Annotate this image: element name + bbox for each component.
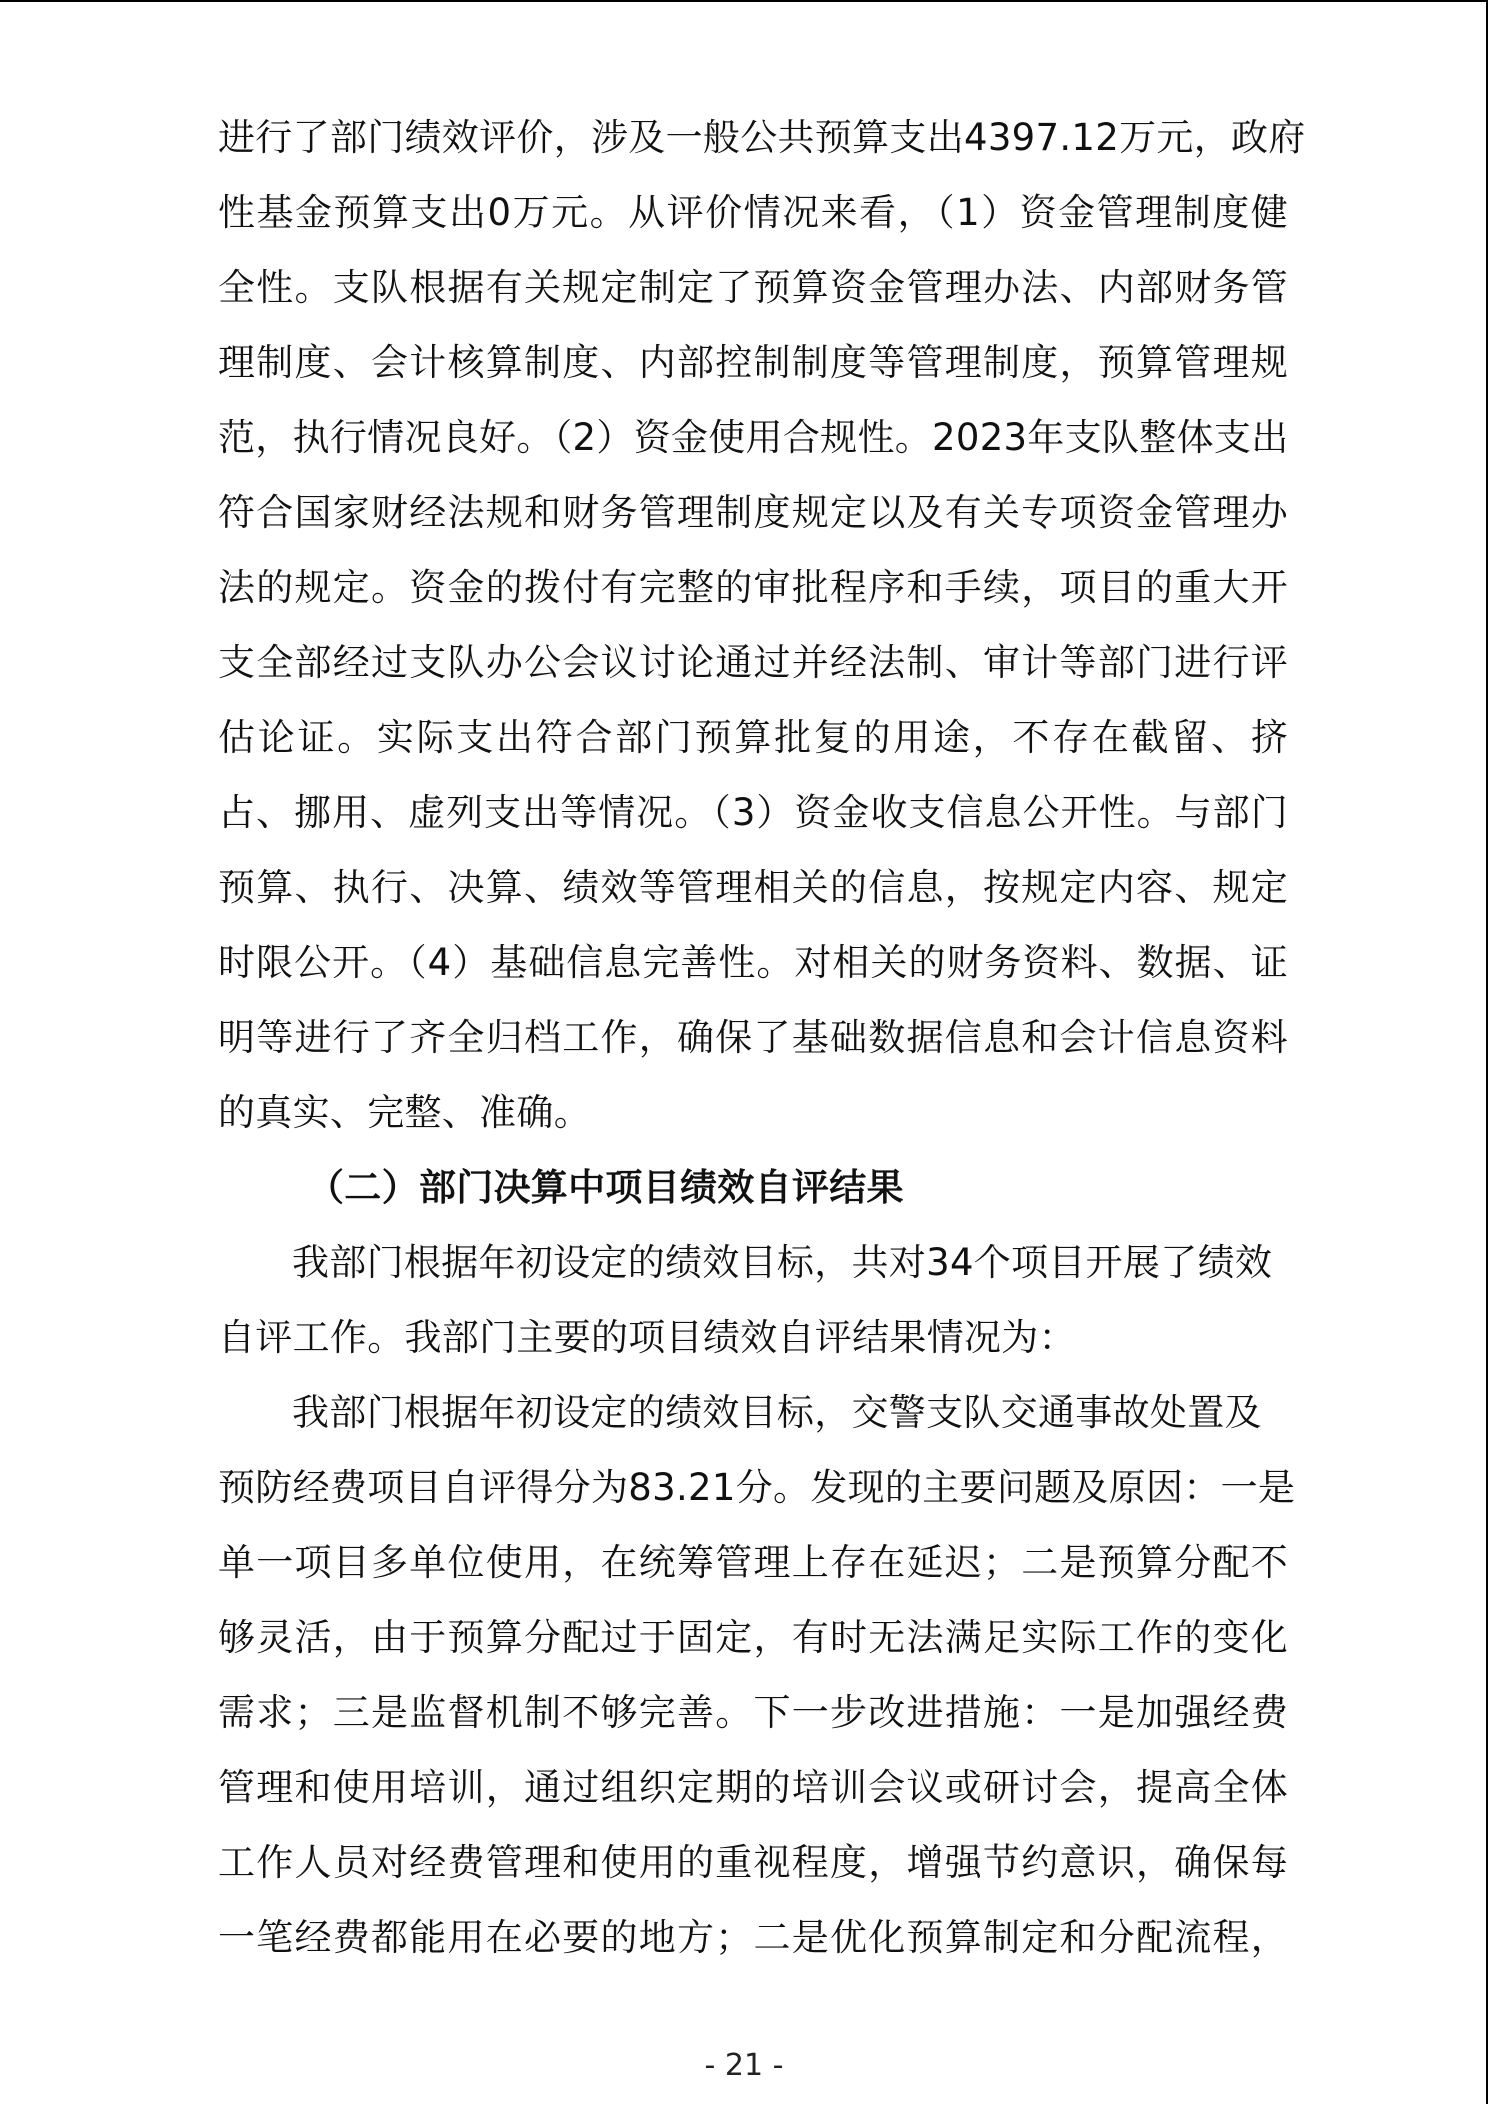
text-line: 符合国家财经法规和财务管理制度规定以及有关专项资金管理办 [218, 491, 1288, 534]
text-line: 需求；三是监督机制不够完善。下一步改进措施：一是加强经费 [218, 1691, 1288, 1734]
text-line: 工作人员对经费管理和使用的重视程度，增强节约意识，确保每 [218, 1841, 1288, 1884]
text-line: 预防经费项目自评得分为83.21分。发现的主要问题及原因：一是 [218, 1466, 1296, 1509]
text-line: 性基金预算支出0万元。从评价情况来看，（1）资金管理制度健 [218, 191, 1288, 234]
text-line: 的真实、完整、准确。 [218, 1091, 591, 1134]
text-line: 支全部经过支队办公会议讨论通过并经法制、审计等部门进行评 [218, 641, 1288, 684]
text-line: 我部门根据年初设定的绩效目标，共对34个项目开展了绩效 [292, 1241, 1273, 1284]
text-line: 时限公开。（4）基础信息完善性。对相关的财务资料、数据、证 [218, 941, 1288, 984]
text-line: 预算、执行、决算、绩效等管理相关的信息，按规定内容、规定 [218, 866, 1288, 909]
text-line: 进行了部门绩效评价，涉及一般公共预算支出4397.12万元，政府 [218, 116, 1306, 159]
text-line: 占、挪用、虚列支出等情况。（3）资金收支信息公开性。与部门 [218, 791, 1288, 834]
section-heading: （二）部门决算中项目绩效自评结果 [307, 1166, 904, 1209]
text-line: 估论证。实际支出符合部门预算批复的用途，不存在截留、挤 [218, 716, 1288, 759]
text-line: 全性。支队根据有关规定制定了预算资金管理办法、内部财务管 [218, 266, 1288, 309]
text-line: 单一项目多单位使用，在统筹管理上存在延迟；二是预算分配不 [218, 1541, 1288, 1584]
text-line: 我部门根据年初设定的绩效目标，交警支队交通事故处置及 [292, 1391, 1262, 1434]
text-line: 明等进行了齐全归档工作，确保了基础数据信息和会计信息资料 [218, 1016, 1288, 1059]
page-number: - 21 - [704, 2048, 784, 2083]
text-line: 理制度、会计核算制度、内部控制制度等管理制度，预算管理规 [218, 341, 1288, 384]
text-line: 范，执行情况良好。（2）资金使用合规性。2023年支队整体支出 [218, 416, 1289, 459]
text-line: 够灵活，由于预算分配过于固定，有时无法满足实际工作的变化 [218, 1616, 1288, 1659]
text-line: 管理和使用培训，通过组织定期的培训会议或研讨会，提高全体 [218, 1766, 1288, 1809]
text-line: 自评工作。我部门主要的项目绩效自评结果情况为： [218, 1316, 1076, 1359]
text-line: 法的规定。资金的拨付有完整的审批程序和手续，项目的重大开 [218, 566, 1288, 609]
text-line: 一笔经费都能用在必要的地方；二是优化预算制定和分配流程， [218, 1916, 1288, 1959]
body-text [218, 100, 1306, 1975]
